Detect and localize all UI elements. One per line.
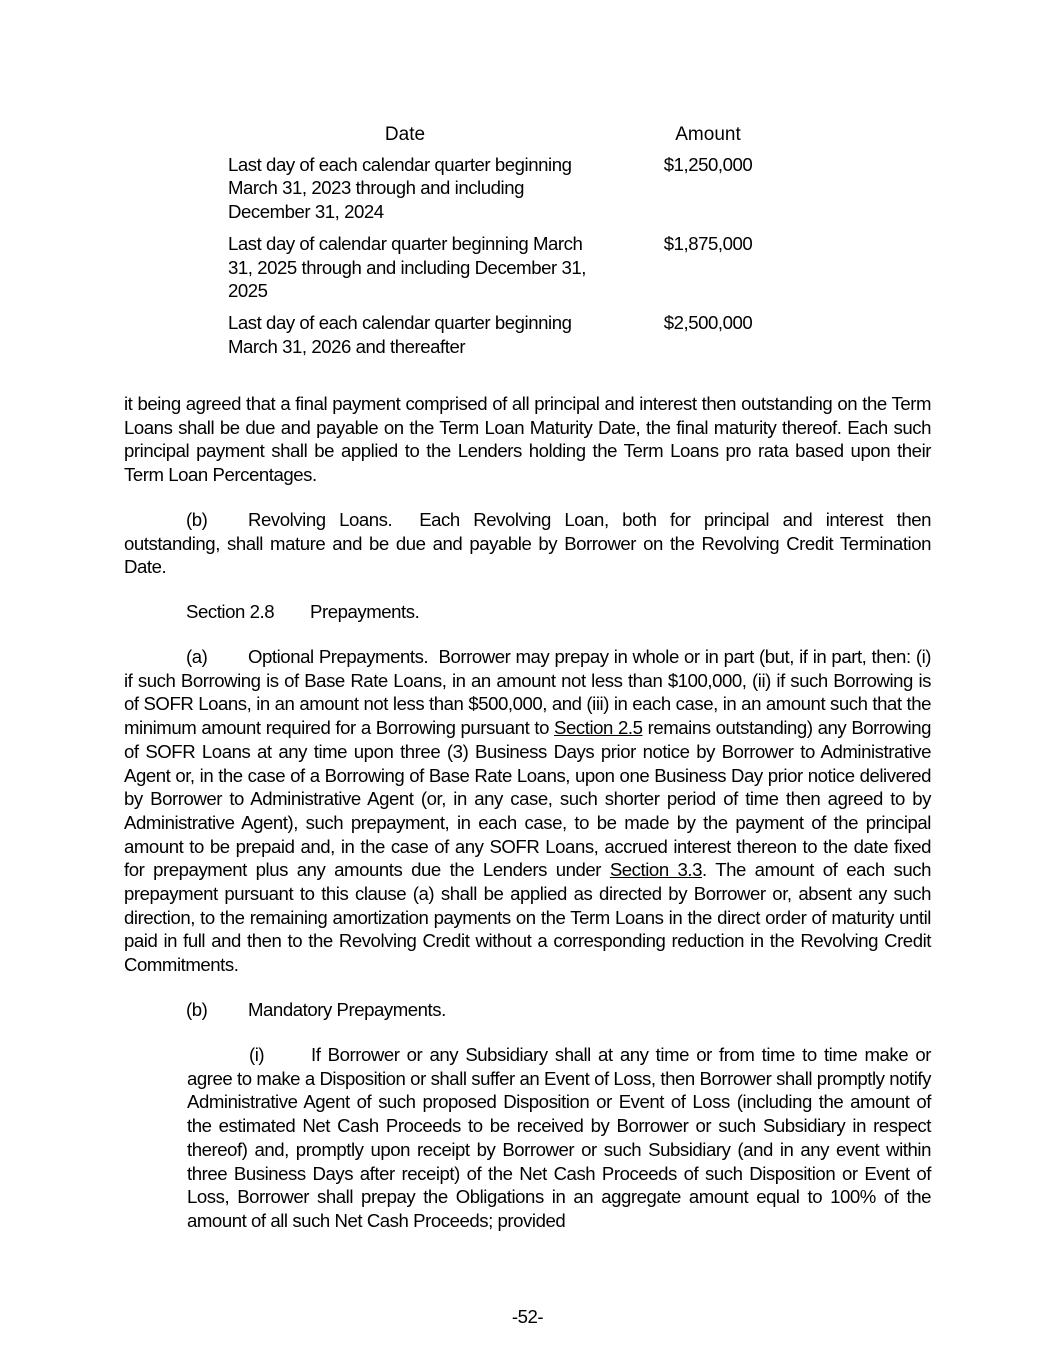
mandatory-prepayment-clause-i bbox=[187, 1043, 931, 1233]
table-row bbox=[222, 232, 808, 311]
section-title: Prepayments. bbox=[310, 601, 420, 622]
page-number: -52- bbox=[511, 1306, 544, 1327]
amortization-schedule-table bbox=[222, 123, 808, 366]
clause-heading: Optional Prepayments. bbox=[248, 646, 429, 667]
table-row bbox=[222, 311, 808, 366]
schedule-date-cell: Last day of each calendar quarter beginning March 31, 2026 and thereafter bbox=[228, 311, 572, 357]
schedule-amount-cell: $1,250,000 bbox=[663, 153, 753, 175]
clause-text: Borrower may prepay in whole or in part (but, if in part, then: (i) if such Borrowing is of Base Rate Loans, in an amount not less than $100,000, (ii) if such Borrowing is of SOFR Loans, in an amount not less than $500,000, and (iii) in each case, in an amount such that the minimum amount required for a Borrowing pursuant to bbox=[124, 646, 932, 739]
clause-text: remains outstanding) any Borrowing of SOFR Loans at any time upon three (3) Business Days prior notice by Borrower to Administrative Agent or, in the case of a Borrowing of Base Rate Loans, upon one Business Day prior notice delivered by Borrower to Administrative Agent (or, in any case, such shorter period of time then agreed to by Administrative Agent), such prepayment, in each case, to be made by the payment of the principal amount to be prepaid and, in the case of any SOFR Loans, accrued interest thereon to the date fixed for prepayment plus any amounts due the Lenders under bbox=[124, 717, 931, 881]
revolving-loans-paragraph bbox=[124, 508, 931, 579]
section-3-3-link[interactable]: Section 3.3 bbox=[609, 859, 703, 881]
section-2-5-link[interactable]: Section 2.5 bbox=[554, 717, 643, 739]
schedule-date-cell: Last day of calendar quarter beginning March 31, 2025 through and including December 31, 2025 bbox=[228, 232, 586, 302]
clause-label: (b) bbox=[186, 509, 208, 530]
clause-text: . The amount of each such prepayment pursuant to this clause (a) shall be applied as directed by Borrower or, absent any such direction, to the remaining amortization payments on the Term Loans in the direct order of maturity until paid in full and then to the Revolving Credit without a corresponding reduction in the Revolving Credit Commitments. bbox=[124, 859, 931, 976]
column-header-date: Date bbox=[384, 124, 426, 145]
column-header-amount: Amount bbox=[675, 124, 741, 145]
schedule-amount-cell: $2,500,000 bbox=[663, 311, 753, 333]
clause-text: Each Revolving Loan, both for principal and interest then outstanding, shall mature and be due and payable by Borrower on the Revolving Credit Termination Date. bbox=[124, 509, 931, 578]
table-header-row bbox=[222, 123, 808, 153]
schedule-amount-cell: $1,875,000 bbox=[663, 232, 753, 254]
table-row bbox=[222, 153, 808, 232]
optional-prepayments-paragraph bbox=[124, 645, 931, 977]
clause-label: (b) bbox=[186, 999, 208, 1020]
clause-text: If Borrower or any Subsidiary shall at any time or from time to time make or agree to make a Disposition or shall suffer an Event of Loss, then Borrower shall promptly notify Administrative Agent of such proposed Disposition or Event of Loss (including the amount of the estimated Net Cash Proceeds to be received by Borrower or such Subsidiary in respect thereof) and, promptly upon receipt by Borrower or such Subsidiary (and in any event within three Business Days after receipt) of the Net Cash Proceeds of such Disposition or Event of Loss, Borrower shall prepay the Obligations in an aggregate amount equal to 100% of the amount of all such Net Cash Proceeds; provided bbox=[187, 1044, 931, 1231]
section-heading bbox=[124, 600, 931, 624]
section-number: Section 2.8 bbox=[186, 601, 275, 622]
final-payment-paragraph: it being agreed that a final payment comprised of all principal and interest then outstanding on the Term Loans shall be due and payable on the Term Loan Maturity Date, the final maturity thereof. Each such principal payment shall be applied to the Lenders holding the Term Loans pro rata based upon their Term Loan Percentages. bbox=[124, 393, 931, 486]
schedule-date-cell: Last day of each calendar quarter beginning March 31, 2023 through and including December 31, 2024 bbox=[228, 153, 572, 223]
clause-label: (i) bbox=[249, 1044, 265, 1065]
clause-label: (a) bbox=[186, 646, 208, 667]
clause-heading: Revolving Loans. bbox=[248, 509, 393, 530]
clause-heading: Mandatory Prepayments. bbox=[248, 999, 446, 1020]
mandatory-prepayments-heading bbox=[124, 998, 931, 1022]
